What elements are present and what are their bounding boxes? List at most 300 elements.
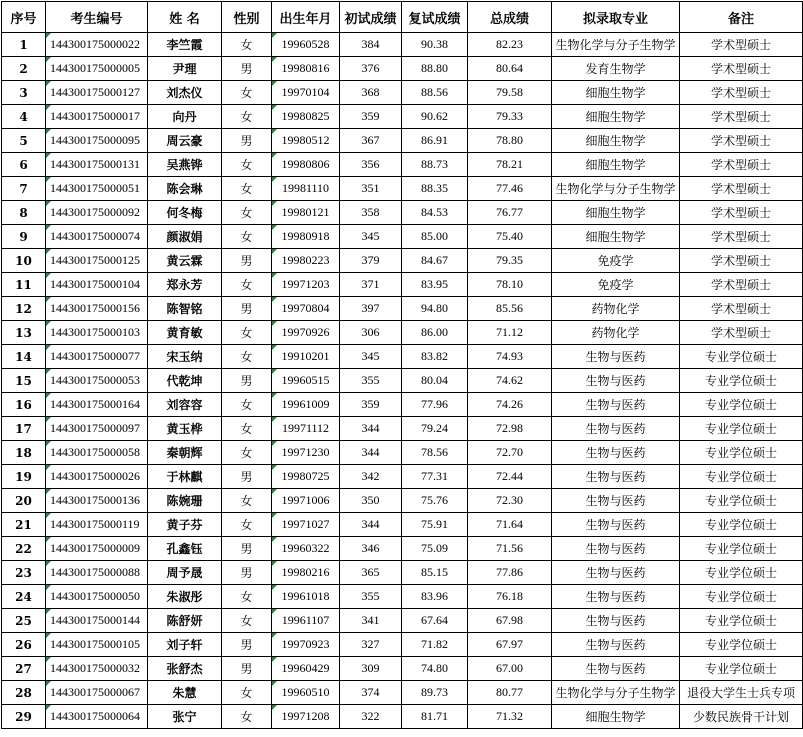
candidate-id-cell: 144300175000127 (46, 81, 148, 105)
gender-cell: 男 (222, 561, 272, 585)
gender-cell: 女 (222, 417, 272, 441)
table-row (2, 105, 803, 129)
retest-score-cell: 90.62 (402, 105, 468, 129)
retest-score-cell: 88.35 (402, 177, 468, 201)
retest-score-cell: 74.80 (402, 657, 468, 681)
seq-cell: 29 (2, 705, 46, 729)
name-cell: 周予晟 (148, 561, 222, 585)
gender-cell: 女 (222, 177, 272, 201)
table-row (2, 657, 803, 681)
candidate-id-cell: 144300175000009 (46, 537, 148, 561)
candidate-id-cell: 144300175000136 (46, 489, 148, 513)
retest-score-cell: 75.76 (402, 489, 468, 513)
header-birth: 出生年月 (272, 2, 340, 33)
seq-cell: 25 (2, 609, 46, 633)
total-score-cell: 72.70 (468, 441, 552, 465)
name-cell: 吴燕铧 (148, 153, 222, 177)
total-score-cell: 78.21 (468, 153, 552, 177)
major-cell: 细胞生物学 (552, 705, 680, 729)
note-cell: 专业学位硕士 (680, 441, 803, 465)
note-cell: 学术型硕士 (680, 105, 803, 129)
candidate-id-cell: 144300175000095 (46, 129, 148, 153)
total-score-cell: 75.40 (468, 225, 552, 249)
name-cell: 陈会琳 (148, 177, 222, 201)
candidate-id-cell: 144300175000144 (46, 609, 148, 633)
birth-cell: 19980816 (272, 57, 340, 81)
birth-cell: 19960429 (272, 657, 340, 681)
gender-cell: 女 (222, 681, 272, 705)
seq-cell: 21 (2, 513, 46, 537)
name-cell: 于林麒 (148, 465, 222, 489)
candidate-id-cell: 144300175000017 (46, 105, 148, 129)
name-cell: 黄子芬 (148, 513, 222, 537)
prelim-score-cell: 358 (340, 201, 402, 225)
name-cell: 宋玉纳 (148, 345, 222, 369)
candidate-id-cell: 144300175000077 (46, 345, 148, 369)
major-cell: 生物与医药 (552, 441, 680, 465)
total-score-cell: 72.44 (468, 465, 552, 489)
major-cell: 生物与医药 (552, 465, 680, 489)
retest-score-cell: 79.24 (402, 417, 468, 441)
note-cell: 专业学位硕士 (680, 609, 803, 633)
prelim-score-cell: 365 (340, 561, 402, 585)
major-cell: 免疫学 (552, 273, 680, 297)
birth-cell: 19961107 (272, 609, 340, 633)
seq-cell: 24 (2, 585, 46, 609)
prelim-score-cell: 306 (340, 321, 402, 345)
major-cell: 生物化学与分子生物学 (552, 681, 680, 705)
prelim-score-cell: 322 (340, 705, 402, 729)
retest-score-cell: 86.00 (402, 321, 468, 345)
name-cell: 向丹 (148, 105, 222, 129)
header-candidate-id: 考生编号 (46, 2, 148, 33)
seq-cell: 19 (2, 465, 46, 489)
birth-cell: 19971203 (272, 273, 340, 297)
birth-cell: 19980918 (272, 225, 340, 249)
gender-cell: 女 (222, 489, 272, 513)
major-cell: 生物与医药 (552, 609, 680, 633)
gender-cell: 男 (222, 57, 272, 81)
gender-cell: 女 (222, 705, 272, 729)
header-seq: 序号 (2, 2, 46, 33)
prelim-score-cell: 309 (340, 657, 402, 681)
gender-cell: 女 (222, 201, 272, 225)
candidate-id-cell: 144300175000164 (46, 393, 148, 417)
name-cell: 代乾坤 (148, 369, 222, 393)
seq-cell: 9 (2, 225, 46, 249)
candidate-id-cell: 144300175000064 (46, 705, 148, 729)
birth-cell: 19971112 (272, 417, 340, 441)
gender-cell: 男 (222, 465, 272, 489)
gender-cell: 女 (222, 585, 272, 609)
name-cell: 秦朝辉 (148, 441, 222, 465)
header-retest-score: 复试成绩 (402, 2, 468, 33)
retest-score-cell: 83.95 (402, 273, 468, 297)
name-cell: 郑永芳 (148, 273, 222, 297)
note-cell: 专业学位硕士 (680, 345, 803, 369)
header-gender: 性别 (222, 2, 272, 33)
gender-cell: 女 (222, 393, 272, 417)
name-cell: 张舒杰 (148, 657, 222, 681)
table-row (2, 537, 803, 561)
note-cell: 学术型硕士 (680, 201, 803, 225)
seq-cell: 7 (2, 177, 46, 201)
birth-cell: 19980806 (272, 153, 340, 177)
birth-cell: 19970926 (272, 321, 340, 345)
prelim-score-cell: 384 (340, 33, 402, 57)
birth-cell: 19961009 (272, 393, 340, 417)
major-cell: 生物与医药 (552, 489, 680, 513)
table-row (2, 201, 803, 225)
seq-cell: 3 (2, 81, 46, 105)
name-cell: 李竺霞 (148, 33, 222, 57)
retest-score-cell: 77.96 (402, 393, 468, 417)
table-row (2, 129, 803, 153)
major-cell: 免疫学 (552, 249, 680, 273)
birth-cell: 19980216 (272, 561, 340, 585)
name-cell: 尹理 (148, 57, 222, 81)
prelim-score-cell: 359 (340, 393, 402, 417)
retest-score-cell: 83.96 (402, 585, 468, 609)
total-score-cell: 71.12 (468, 321, 552, 345)
table-row (2, 513, 803, 537)
prelim-score-cell: 344 (340, 441, 402, 465)
note-cell: 专业学位硕士 (680, 417, 803, 441)
retest-score-cell: 81.71 (402, 705, 468, 729)
prelim-score-cell: 345 (340, 345, 402, 369)
gender-cell: 男 (222, 129, 272, 153)
retest-score-cell: 94.80 (402, 297, 468, 321)
prelim-score-cell: 374 (340, 681, 402, 705)
major-cell: 生物与医药 (552, 537, 680, 561)
major-cell: 细胞生物学 (552, 81, 680, 105)
retest-score-cell: 88.73 (402, 153, 468, 177)
total-score-cell: 80.64 (468, 57, 552, 81)
header-note: 备注 (680, 2, 803, 33)
name-cell: 颜淑娟 (148, 225, 222, 249)
note-cell: 学术型硕士 (680, 129, 803, 153)
table-row (2, 57, 803, 81)
candidate-id-cell: 144300175000032 (46, 657, 148, 681)
name-cell: 刘子轩 (148, 633, 222, 657)
major-cell: 生物与医药 (552, 345, 680, 369)
total-score-cell: 67.00 (468, 657, 552, 681)
candidate-id-cell: 144300175000022 (46, 33, 148, 57)
seq-cell: 27 (2, 657, 46, 681)
birth-cell: 19980512 (272, 129, 340, 153)
table-row (2, 369, 803, 393)
total-score-cell: 79.33 (468, 105, 552, 129)
gender-cell: 男 (222, 297, 272, 321)
retest-score-cell: 78.56 (402, 441, 468, 465)
birth-cell: 19980825 (272, 105, 340, 129)
table-row (2, 321, 803, 345)
prelim-score-cell: 344 (340, 417, 402, 441)
retest-score-cell: 85.15 (402, 561, 468, 585)
name-cell: 黄育敏 (148, 321, 222, 345)
candidate-id-cell: 144300175000125 (46, 249, 148, 273)
total-score-cell: 67.97 (468, 633, 552, 657)
gender-cell: 女 (222, 33, 272, 57)
name-cell: 刘杰仪 (148, 81, 222, 105)
header-total-score: 总成绩 (468, 2, 552, 33)
birth-cell: 19910201 (272, 345, 340, 369)
prelim-score-cell: 371 (340, 273, 402, 297)
total-score-cell: 79.35 (468, 249, 552, 273)
seq-cell: 20 (2, 489, 46, 513)
table-row (2, 81, 803, 105)
total-score-cell: 85.56 (468, 297, 552, 321)
table-row (2, 633, 803, 657)
note-cell: 专业学位硕士 (680, 369, 803, 393)
prelim-score-cell: 355 (340, 369, 402, 393)
candidate-id-cell: 144300175000092 (46, 201, 148, 225)
seq-cell: 11 (2, 273, 46, 297)
birth-cell: 19970804 (272, 297, 340, 321)
candidate-id-cell: 144300175000088 (46, 561, 148, 585)
birth-cell: 19960515 (272, 369, 340, 393)
prelim-score-cell: 345 (340, 225, 402, 249)
gender-cell: 男 (222, 249, 272, 273)
birth-cell: 19971006 (272, 489, 340, 513)
gender-cell: 女 (222, 225, 272, 249)
retest-score-cell: 84.67 (402, 249, 468, 273)
retest-score-cell: 83.82 (402, 345, 468, 369)
seq-cell: 23 (2, 561, 46, 585)
table-row (2, 561, 803, 585)
note-cell: 专业学位硕士 (680, 657, 803, 681)
retest-score-cell: 85.00 (402, 225, 468, 249)
total-score-cell: 77.86 (468, 561, 552, 585)
retest-score-cell: 84.53 (402, 201, 468, 225)
note-cell: 学术型硕士 (680, 81, 803, 105)
major-cell: 生物与医药 (552, 585, 680, 609)
note-cell: 学术型硕士 (680, 273, 803, 297)
table-row (2, 273, 803, 297)
gender-cell: 女 (222, 513, 272, 537)
total-score-cell: 79.58 (468, 81, 552, 105)
prelim-score-cell: 327 (340, 633, 402, 657)
name-cell: 周云豪 (148, 129, 222, 153)
retest-score-cell: 89.73 (402, 681, 468, 705)
note-cell: 退役大学生士兵专项 (680, 681, 803, 705)
total-score-cell: 72.98 (468, 417, 552, 441)
seq-cell: 8 (2, 201, 46, 225)
retest-score-cell: 75.09 (402, 537, 468, 561)
major-cell: 药物化学 (552, 297, 680, 321)
retest-score-cell: 71.82 (402, 633, 468, 657)
retest-score-cell: 80.04 (402, 369, 468, 393)
gender-cell: 男 (222, 537, 272, 561)
major-cell: 生物化学与分子生物学 (552, 33, 680, 57)
table-row (2, 585, 803, 609)
candidate-id-cell: 144300175000105 (46, 633, 148, 657)
table-row (2, 705, 803, 729)
prelim-score-cell: 342 (340, 465, 402, 489)
name-cell: 刘容容 (148, 393, 222, 417)
gender-cell: 女 (222, 441, 272, 465)
birth-cell: 19980725 (272, 465, 340, 489)
note-cell: 专业学位硕士 (680, 465, 803, 489)
prelim-score-cell: 351 (340, 177, 402, 201)
seq-cell: 6 (2, 153, 46, 177)
major-cell: 生物化学与分子生物学 (552, 177, 680, 201)
header-name: 姓 名 (148, 2, 222, 33)
retest-score-cell: 75.91 (402, 513, 468, 537)
seq-cell: 18 (2, 441, 46, 465)
retest-score-cell: 67.64 (402, 609, 468, 633)
name-cell: 孔鑫钰 (148, 537, 222, 561)
note-cell: 少数民族骨干计划 (680, 705, 803, 729)
candidate-id-cell: 144300175000026 (46, 465, 148, 489)
gender-cell: 男 (222, 657, 272, 681)
table-row (2, 681, 803, 705)
name-cell: 朱淑彤 (148, 585, 222, 609)
prelim-score-cell: 367 (340, 129, 402, 153)
note-cell: 学术型硕士 (680, 297, 803, 321)
table-row (2, 441, 803, 465)
note-cell: 学术型硕士 (680, 177, 803, 201)
seq-cell: 2 (2, 57, 46, 81)
candidate-id-cell: 144300175000074 (46, 225, 148, 249)
note-cell: 专业学位硕士 (680, 513, 803, 537)
gender-cell: 男 (222, 369, 272, 393)
candidate-id-cell: 144300175000131 (46, 153, 148, 177)
birth-cell: 19961018 (272, 585, 340, 609)
table-row (2, 393, 803, 417)
major-cell: 细胞生物学 (552, 153, 680, 177)
name-cell: 陈智铭 (148, 297, 222, 321)
major-cell: 生物与医药 (552, 417, 680, 441)
seq-cell: 12 (2, 297, 46, 321)
birth-cell: 19981110 (272, 177, 340, 201)
prelim-score-cell: 368 (340, 81, 402, 105)
major-cell: 细胞生物学 (552, 201, 680, 225)
total-score-cell: 71.64 (468, 513, 552, 537)
note-cell: 专业学位硕士 (680, 489, 803, 513)
total-score-cell: 74.26 (468, 393, 552, 417)
seq-cell: 4 (2, 105, 46, 129)
birth-cell: 19970923 (272, 633, 340, 657)
gender-cell: 女 (222, 321, 272, 345)
birth-cell: 19971208 (272, 705, 340, 729)
name-cell: 黄云霖 (148, 249, 222, 273)
candidate-id-cell: 144300175000119 (46, 513, 148, 537)
seq-cell: 15 (2, 369, 46, 393)
total-score-cell: 82.23 (468, 33, 552, 57)
major-cell: 生物与医药 (552, 561, 680, 585)
candidate-id-cell: 144300175000051 (46, 177, 148, 201)
admission-list-table (1, 1, 803, 729)
name-cell: 陈舒妍 (148, 609, 222, 633)
seq-cell: 16 (2, 393, 46, 417)
retest-score-cell: 77.31 (402, 465, 468, 489)
table-row (2, 489, 803, 513)
retest-score-cell: 86.91 (402, 129, 468, 153)
note-cell: 学术型硕士 (680, 153, 803, 177)
major-cell: 细胞生物学 (552, 225, 680, 249)
name-cell: 朱慧 (148, 681, 222, 705)
table-row (2, 225, 803, 249)
seq-cell: 26 (2, 633, 46, 657)
table-row (2, 33, 803, 57)
candidate-id-cell: 144300175000067 (46, 681, 148, 705)
gender-cell: 女 (222, 273, 272, 297)
total-score-cell: 71.32 (468, 705, 552, 729)
prelim-score-cell: 341 (340, 609, 402, 633)
retest-score-cell: 88.80 (402, 57, 468, 81)
header-row (2, 2, 803, 33)
total-score-cell: 72.30 (468, 489, 552, 513)
retest-score-cell: 88.56 (402, 81, 468, 105)
table-row (2, 297, 803, 321)
table-row (2, 609, 803, 633)
prelim-score-cell: 379 (340, 249, 402, 273)
note-cell: 学术型硕士 (680, 57, 803, 81)
total-score-cell: 76.77 (468, 201, 552, 225)
header-major: 拟录取专业 (552, 2, 680, 33)
total-score-cell: 76.18 (468, 585, 552, 609)
note-cell: 专业学位硕士 (680, 537, 803, 561)
prelim-score-cell: 344 (340, 513, 402, 537)
seq-cell: 10 (2, 249, 46, 273)
table-row (2, 249, 803, 273)
birth-cell: 19980223 (272, 249, 340, 273)
note-cell: 学术型硕士 (680, 321, 803, 345)
note-cell: 学术型硕士 (680, 225, 803, 249)
major-cell: 生物与医药 (552, 513, 680, 537)
birth-cell: 19960510 (272, 681, 340, 705)
total-score-cell: 74.93 (468, 345, 552, 369)
candidate-id-cell: 144300175000053 (46, 369, 148, 393)
note-cell: 专业学位硕士 (680, 585, 803, 609)
seq-cell: 14 (2, 345, 46, 369)
note-cell: 学术型硕士 (680, 249, 803, 273)
seq-cell: 13 (2, 321, 46, 345)
major-cell: 生物与医药 (552, 369, 680, 393)
major-cell: 细胞生物学 (552, 129, 680, 153)
prelim-score-cell: 355 (340, 585, 402, 609)
prelim-score-cell: 376 (340, 57, 402, 81)
note-cell: 专业学位硕士 (680, 393, 803, 417)
prelim-score-cell: 346 (340, 537, 402, 561)
retest-score-cell: 90.38 (402, 33, 468, 57)
prelim-score-cell: 356 (340, 153, 402, 177)
name-cell: 陈婉珊 (148, 489, 222, 513)
candidate-id-cell: 144300175000097 (46, 417, 148, 441)
total-score-cell: 71.56 (468, 537, 552, 561)
candidate-id-cell: 144300175000104 (46, 273, 148, 297)
table-row (2, 417, 803, 441)
candidate-id-cell: 144300175000156 (46, 297, 148, 321)
birth-cell: 19960322 (272, 537, 340, 561)
table-row (2, 153, 803, 177)
candidate-id-cell: 144300175000005 (46, 57, 148, 81)
table-row (2, 465, 803, 489)
candidate-id-cell: 144300175000058 (46, 441, 148, 465)
seq-cell: 1 (2, 33, 46, 57)
birth-cell: 19971027 (272, 513, 340, 537)
birth-cell: 19980121 (272, 201, 340, 225)
birth-cell: 19970104 (272, 81, 340, 105)
major-cell: 生物与医药 (552, 393, 680, 417)
gender-cell: 女 (222, 609, 272, 633)
total-score-cell: 67.98 (468, 609, 552, 633)
major-cell: 生物与医药 (552, 657, 680, 681)
header-prelim-score: 初试成绩 (340, 2, 402, 33)
total-score-cell: 78.10 (468, 273, 552, 297)
gender-cell: 女 (222, 81, 272, 105)
